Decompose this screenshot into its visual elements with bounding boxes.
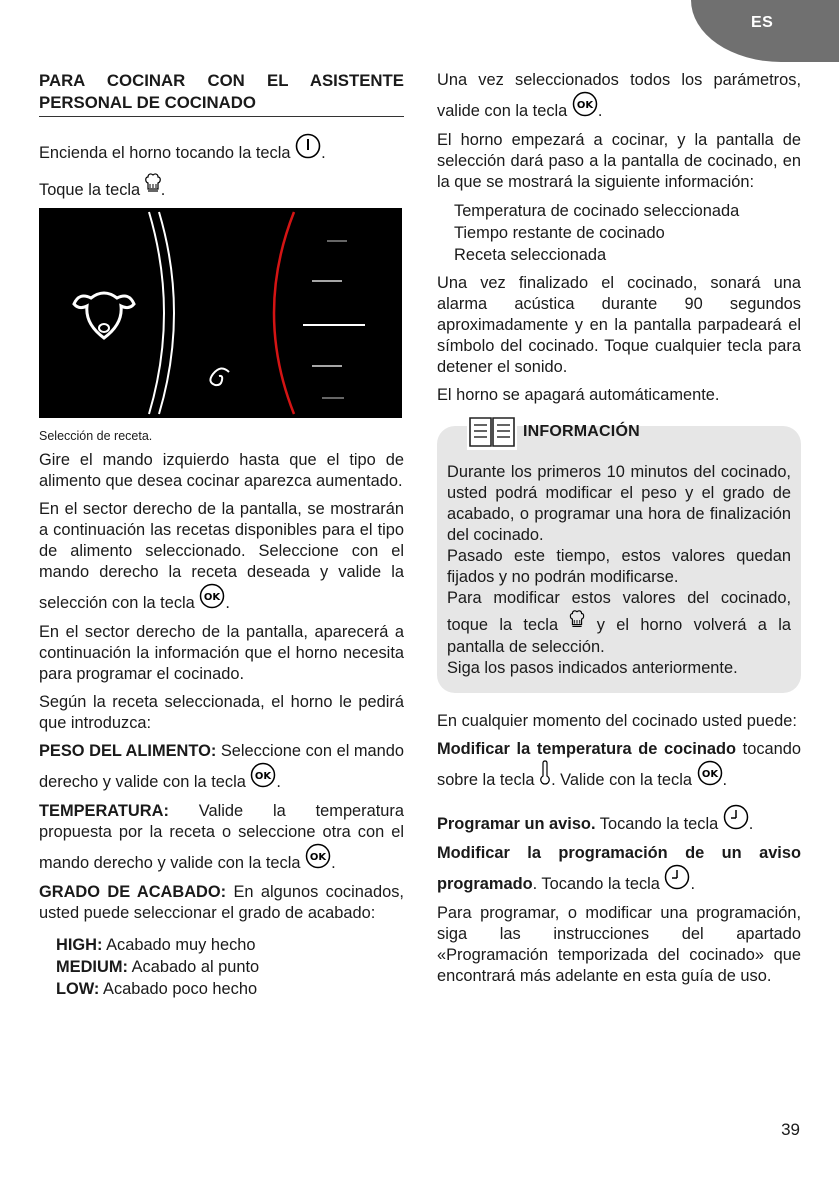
left-column bbox=[39, 70, 404, 1007]
paragraph-info-needed: En el sector derecho de la pantalla, aparecerá a continuación la información que el horno necesita para programar el cocinado. bbox=[39, 623, 404, 683]
paragraph-recipes: En el sector derecho de la pantalla, se mostrarán a continuación las recetas disponibles para el tipo de alimento seleccionado. Seleccione con el mando derecho la receta deseada y valide la selección con la tecla OK . bbox=[39, 499, 404, 615]
info-text-4: Siga los pasos indicados anteriormente. bbox=[447, 659, 738, 677]
paragraph-doneness: GRADO DE ACABADO: En algunos cocinados, usted puede seleccionar el grado de acabado: bbox=[39, 883, 404, 922]
paragraph-oven-starts: El horno empezará a cocinar, y la pantalla de selección dará paso a la pantalla de cocinado, en la que se mostrará la siguiente información: bbox=[437, 131, 801, 191]
list-item: MEDIUM: Acabado al punto bbox=[56, 958, 260, 976]
information-box bbox=[437, 423, 801, 693]
heading-line-2: PERSONAL DE COCINADO bbox=[39, 93, 256, 112]
ok-button-icon bbox=[305, 843, 331, 875]
paragraph-touch-key: Toque la tecla . bbox=[39, 172, 404, 202]
page-number: 39 bbox=[781, 1120, 800, 1139]
chef-hat-icon bbox=[569, 609, 585, 637]
ok-button-icon bbox=[250, 762, 276, 794]
language-tab bbox=[691, 0, 839, 62]
svg-text:OK: OK bbox=[701, 769, 718, 780]
info-box-header bbox=[467, 414, 640, 450]
paragraph-program-alert: Programar un aviso. Tocando la tecla . bbox=[437, 804, 801, 836]
list-item: Tiempo restante de cocinado bbox=[454, 224, 665, 242]
list-item: Receta seleccionada bbox=[454, 246, 607, 264]
figure-caption: Selección de receta. bbox=[39, 429, 153, 443]
book-icon bbox=[467, 414, 517, 450]
paragraph-modify-program: Modificar la programación de un aviso programado. Tocando la tecla . bbox=[437, 843, 801, 896]
chef-hat-icon bbox=[145, 172, 161, 202]
power-icon bbox=[295, 133, 321, 165]
recipe-selection-screen bbox=[39, 208, 402, 418]
list-item: Temperatura de cocinado seleccionada bbox=[454, 202, 740, 220]
info-box-title: INFORMACIÓN bbox=[523, 423, 640, 440]
svg-text:OK: OK bbox=[576, 100, 593, 111]
svg-text:OK: OK bbox=[204, 592, 221, 603]
ok-button-icon bbox=[199, 583, 225, 615]
heading-line-1: PARA COCINAR CON EL ASISTENTE bbox=[39, 71, 404, 90]
thermometer-icon bbox=[539, 760, 551, 792]
info-text-2: Pasado este tiempo, estos valores quedan fijados y no podrán modificarse. bbox=[447, 547, 791, 586]
clock-icon bbox=[664, 864, 690, 896]
paragraph-temperature: TEMPERATURA: Valide la temperatura propuesta por la receta o seleccione otra con el mando derecho y valide con la tecla OK . bbox=[39, 801, 404, 875]
paragraph-turn-knob: Gire el mando izquierdo hasta que el tipo de alimento que desea cocinar aparezca aumentado. bbox=[39, 451, 404, 490]
svg-text:OK: OK bbox=[255, 771, 272, 782]
paragraph-modify-temperature: Modificar la temperatura de cocinado tocando sobre la tecla . Valide con la tecla OK . bbox=[437, 739, 801, 792]
paragraph-auto-off: El horno se apagará automáticamente. bbox=[437, 386, 720, 404]
right-column bbox=[437, 70, 801, 994]
language-label: ES bbox=[751, 14, 774, 31]
paragraph-weight: PESO DEL ALIMENTO: Seleccione con el mando derecho y valide con la tecla OK . bbox=[39, 741, 404, 794]
paragraph-programming: Para programar, o modificar una programación, siga las instrucciones del apartado «Programación temporizada del cocinado» que encontrará más adelante en esta guía de uso. bbox=[437, 904, 801, 985]
info-text-3: Para modificar estos valores del cocinado, toque la tecla y el horno volverá a la pantalla de selección. bbox=[447, 589, 791, 656]
section-heading bbox=[39, 70, 404, 117]
list-item: HIGH: Acabado muy hecho bbox=[56, 936, 256, 954]
paragraph-anytime: En cualquier momento del cocinado usted puede: bbox=[437, 712, 797, 730]
paragraph-validate: Una vez seleccionados todos los parámetros, valide con la tecla OK . bbox=[437, 70, 801, 123]
ok-button-icon bbox=[572, 91, 598, 123]
recipe-symbol-icon bbox=[207, 366, 233, 393]
paragraph-alarm: Una vez finalizado el cocinado, sonará una alarma acústica durante 90 segundos aproximadamente y en la pantalla parpadeará el símbolo del cocinado. Toque cualquier tecla para detener el sonido. bbox=[437, 274, 801, 376]
paragraph-power-on: Encienda el horno tocando la tecla . bbox=[39, 133, 404, 165]
doneness-list bbox=[39, 934, 404, 1000]
clock-icon bbox=[723, 804, 749, 836]
ok-button-icon bbox=[697, 760, 723, 792]
svg-text:OK: OK bbox=[309, 852, 327, 863]
info-text-1: Durante los primeros 10 minutos del cocinado, usted podrá modificar el peso y el grado de acabado, o programar una hora de finalización del cocinado. bbox=[447, 463, 791, 544]
cooking-info-list bbox=[437, 200, 801, 266]
lamb-icon bbox=[69, 284, 139, 349]
paragraph-recipe-asks: Según la receta seleccionada, el horno le pedirá que introduzca: bbox=[39, 693, 404, 732]
list-item: LOW: Acabado poco hecho bbox=[56, 980, 258, 998]
